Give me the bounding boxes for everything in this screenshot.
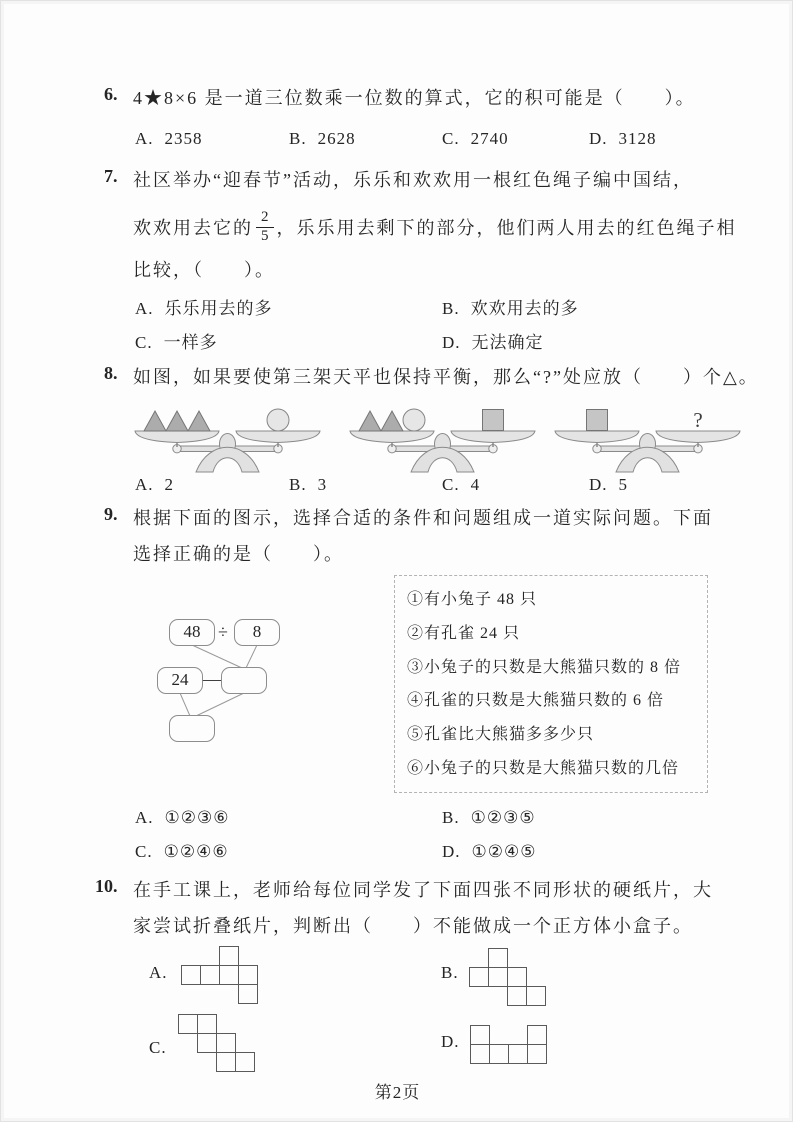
net-cell — [216, 1033, 236, 1053]
q9-question-line2: 选择正确的是（ ）。 — [133, 544, 344, 564]
balance-scale-figure-3 — [545, 391, 750, 477]
net-cell — [489, 1044, 509, 1064]
fraction-numerator: 2 — [256, 209, 274, 227]
q9-question-line1: 根据下面的图示，选择合适的条件和问题组成一道实际问题。下面 — [133, 508, 713, 528]
fraction-denominator: 5 — [261, 227, 269, 244]
net-cell — [507, 967, 527, 987]
q6-question-text: 4★8×6 是一道三位数乘一位数的算式，它的积可能是（ ）。 — [133, 88, 696, 108]
flow-box-empty-1 — [221, 667, 267, 694]
q9-option-d: D. ①②④⑤ — [442, 842, 537, 861]
q10-number: 10. — [95, 876, 118, 896]
q9-flowchart — [139, 611, 309, 751]
net-label-a: A. — [149, 963, 168, 982]
net-cell — [470, 1044, 490, 1064]
condition-item-1: ①有小兔子 48 只 — [407, 591, 538, 608]
q6-option-d: D. 3128 — [589, 129, 657, 148]
net-cell — [216, 1052, 236, 1072]
net-cell — [469, 967, 489, 987]
q8-number: 8. — [104, 363, 118, 383]
net-cell — [181, 965, 201, 985]
net-cell — [235, 1052, 255, 1072]
minus-sign: — — [203, 669, 221, 689]
condition-item-4: ④孔雀的只数是大熊猫只数的 6 倍 — [407, 692, 665, 710]
q8-option-c: C. 4 — [442, 475, 481, 494]
q7-question-line3: 比较，（ ）。 — [133, 260, 275, 280]
net-cell — [178, 1014, 198, 1034]
net-cell — [488, 948, 508, 968]
q8-option-a: A. 2 — [135, 475, 175, 494]
q9-conditions-box — [394, 575, 708, 793]
q7-option-d: D. 无法确定 — [442, 333, 544, 352]
q9-option-b: B. ①②③⑤ — [442, 808, 536, 827]
page-number: 第2页 — [374, 1083, 421, 1102]
net-label-d: D. — [441, 1032, 460, 1051]
net-cell — [526, 986, 546, 1006]
q7-option-a: A. 乐乐用去的多 — [135, 299, 273, 318]
condition-item-3: ③小兔子的只数是大熊猫只数的 8 倍 — [407, 658, 682, 676]
net-cell — [238, 965, 258, 985]
q7-number: 7. — [104, 166, 118, 186]
net-cell — [527, 1025, 547, 1045]
net-cell — [508, 1044, 528, 1064]
flow-box-48: 48 — [169, 619, 215, 646]
condition-item-2: ②有孔雀 24 只 — [407, 624, 521, 642]
net-label-c: C. — [149, 1038, 167, 1057]
net-cell — [200, 965, 220, 985]
q7-option-b: B. 欢欢用去的多 — [442, 299, 579, 318]
q9-number: 9. — [104, 504, 118, 524]
flow-box-24: 24 — [157, 667, 203, 694]
q8-question-text: 如图，如果要使第三架天平也保持平衡，那么“?”处应放（ ）个△。 — [133, 367, 759, 387]
balance-scale-figure-1 — [125, 391, 330, 477]
q6-option-a: A. 2358 — [135, 129, 203, 148]
q9-option-c: C. ①②④⑥ — [135, 842, 229, 861]
condition-item-5: ⑤孔雀比大熊猫多多少只 — [407, 726, 595, 744]
q7-question-line2: 欢欢用去它的 $\frac{2}{5}$ ，乐乐用去剩下的部分，他们两人用去的红色绳子相 — [133, 209, 737, 244]
net-cell — [219, 965, 239, 985]
q10-question-line1: 在手工课上，老师给每位同学发了下面四张不同形状的硬纸片，大 — [133, 880, 713, 900]
q8-option-b: B. 3 — [289, 475, 328, 494]
q6-option-b: B. 2628 — [289, 129, 356, 148]
net-label-b: B. — [441, 963, 459, 982]
net-cell — [527, 1044, 547, 1064]
condition-item-6: ⑥小兔子的只数是大熊猫只数的几倍 — [407, 759, 680, 777]
fraction-two-fifths — [256, 209, 274, 245]
net-cell — [470, 1025, 490, 1045]
net-cell — [238, 984, 258, 1004]
svg-text:?: ? — [693, 408, 703, 432]
q6-option-c: C. 2740 — [442, 129, 509, 148]
q7-option-c: C. 一样多 — [135, 333, 218, 352]
q10-question-line2: 家尝试折叠纸片，判断出（ ）不能做成一个正方体小盒子。 — [133, 916, 693, 936]
net-cell — [488, 967, 508, 987]
q7-question-line1: 社区举办“迎春节”活动，乐乐和欢欢用一根红色绳子编中国结， — [133, 170, 693, 190]
q6-number: 6. — [104, 84, 118, 104]
balance-scale-figure-2 — [340, 391, 545, 477]
q9-option-a: A. ①②③⑥ — [135, 808, 230, 827]
q8-option-d: D. 5 — [589, 475, 629, 494]
net-cell — [219, 946, 239, 966]
net-cell — [507, 986, 527, 1006]
net-cell — [197, 1033, 217, 1053]
divide-sign: ÷ — [218, 622, 228, 642]
flow-box-8: 8 — [234, 619, 280, 646]
flow-box-empty-2 — [169, 715, 215, 742]
net-cell — [197, 1014, 217, 1034]
